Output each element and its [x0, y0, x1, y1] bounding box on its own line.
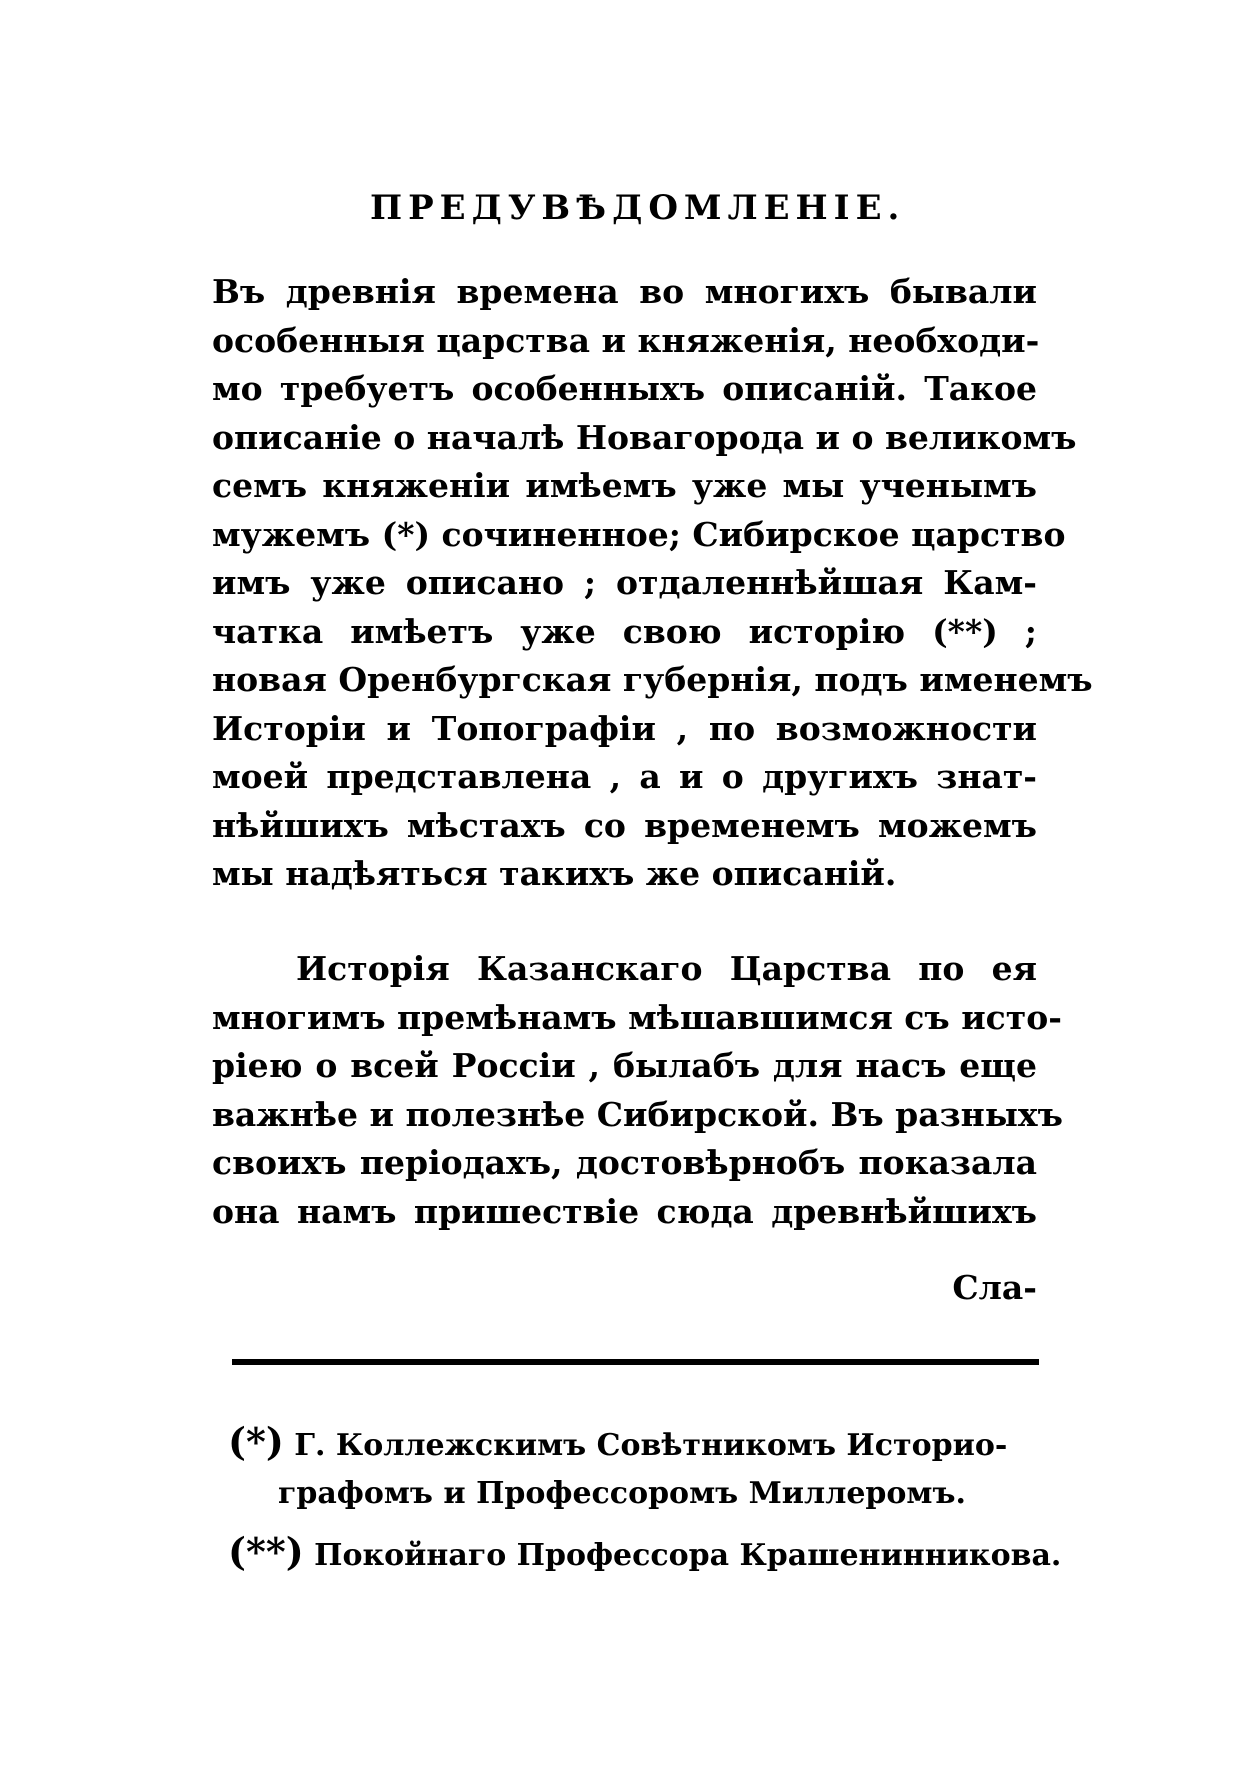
text-line: Въ древнія времена во многихъ бывали [212, 272, 1037, 311]
text-line: чатка имѣетъ уже свою исторію (**) ; [212, 611, 1037, 651]
footnote-divider [232, 1359, 1039, 1365]
page-heading: ПРЕДУВѢДОМЛЕНІЕ. [370, 188, 906, 228]
text-line: важнѣе и полезнѣе Сибирской. Въ разныхъ [212, 1094, 1063, 1134]
footnote-mark: (*) [228, 1419, 284, 1464]
footnote-1 [228, 1418, 1043, 1470]
text-line: мужемъ (*) сочиненное; Сибирское царство [212, 514, 1066, 554]
text-line: моей представлена , а и о другихъ знат- [212, 757, 1037, 796]
text-line: своихъ періодахъ, достовѣрнобъ показала [212, 1143, 1037, 1182]
text-line: Исторія Казанскаго Царства по ея [296, 949, 1037, 988]
text-line: Исторіи и Топографіи , по возможности [212, 708, 1037, 748]
text-line: она намъ пришествіе сюда древнѣйшихъ [212, 1191, 1037, 1231]
text-line: новая Оренбургская губернія, подъ именемъ [212, 660, 1093, 699]
text-line: многимъ премѣнамъ мѣшавшимся съ исто- [212, 997, 1062, 1037]
paragraph-2 [212, 945, 1063, 1236]
text-line: особенныя царства и княженія, необходи- [212, 320, 1040, 360]
footnote-1-continuation: графомъ и Профессоромъ Миллеромъ. [278, 1476, 966, 1511]
catchword: Сла- [952, 1268, 1037, 1307]
text-line: мо требуетъ особенныхъ описаній. Такое [212, 369, 1037, 408]
text-line: семъ княженіи имѣемъ уже мы ученымъ [212, 466, 1037, 505]
text-line: мы надѣяться такихъ же описаній. [212, 854, 897, 893]
text-line: нѣйшихъ мѣстахъ со временемъ можемъ [212, 805, 1037, 845]
footnote-2 [228, 1528, 1062, 1580]
paragraph-1 [212, 268, 1093, 899]
footnote-text: Г. Коллежскимъ Совѣтникомъ Историо- [294, 1428, 1008, 1463]
footnote-text: Покойнаго Профессора Крашенинникова. [314, 1538, 1062, 1573]
text-line: описаніе о началѣ Новагорода и о великомъ [212, 417, 1077, 457]
footnote-mark: (**) [228, 1529, 304, 1574]
text-line: ріею о всей Россіи , былабъ для насъ еще [212, 1046, 1037, 1085]
footnotes [228, 1418, 1062, 1580]
text-line: имъ уже описано ; отдаленнѣйшая Кам- [212, 563, 1037, 602]
